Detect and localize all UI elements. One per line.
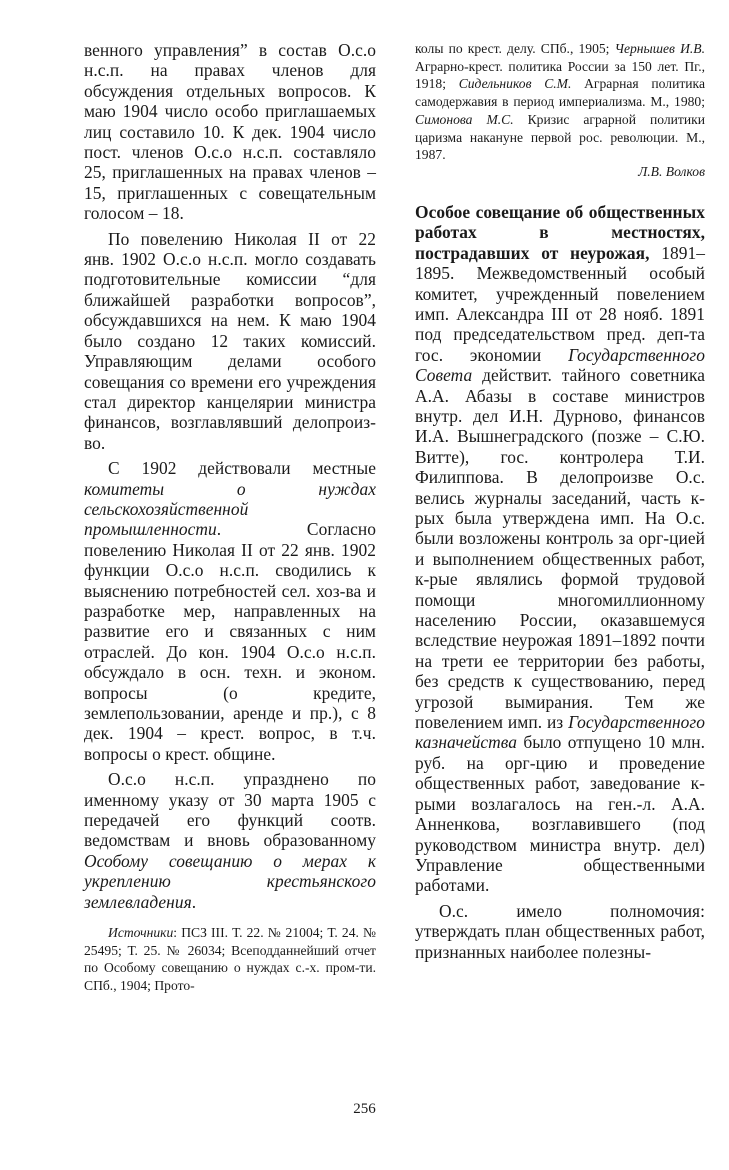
paragraph-text: С 1902 действовали местные [108,458,376,479]
paragraph [415,901,705,962]
paragraph-text: венного управления” в состав О.с.о н.с.п. на правах членов для обсуждения отдельных вопросов. К маю 1904 число особо приглашаемых лиц составило 10. К дек. 1904 число пост. членов О.с.о н.с.п. составляло 25, приглашенных на правах членов – 15, приглашенных с совещательным голосом – 18. [84,40,376,224]
article-author: Л.В. Волков [638,163,705,179]
sources-note [84,924,376,995]
left-column [84,40,376,995]
paragraph-text: . Согласно повелению Николая II от 22 янв. 1902 функции О.с.о н.с.п. сводились к выяснению потребностей сел. хоз-ва и разработке мер, направленных на развитие его и связанных с ним отраслей. До кон. 1904 О.с.о н.с.п. обсуждало в осн. техн. и эконом. вопросы (о кредите, землепользовании, аренде и пр.), с 8 дек. 1904 – крест. вопрос, в т.ч. вопросы о крест. общине. [84,519,376,764]
entry-title: Особое совещание об общественных работах в местностях, пострадавших от неурожая, [415,201,705,263]
reference-text: колы по крест. делу. СПб., 1905; [415,41,615,56]
paragraph-text: О.с. имело полномочия: утверждать план общественных работ, признанных наиболее полезны- [415,900,705,962]
paragraph-text: было отпущено 10 млн. руб. на орг-цию и проведение общественных работ, заведование к-рыми возлагалось на ген.-л. А.А. Анненкова, возглавившего (под руководством министра внутр. дел) Управление общественными работами. [415,732,705,896]
cross-reference: Государственного Совета [415,344,705,386]
right-column [415,40,705,962]
reference-author: Симонова М.С. [415,111,514,127]
sources-label: Источники [108,925,174,941]
entry-paragraph [415,202,705,896]
cross-reference: Особому совещанию о мерах к укреплению крестьянского землевладения [84,850,376,912]
references-note [415,40,705,164]
paragraph [84,40,376,224]
reference-text: Кризис аграрной политики царизма накануне первой рос. революции. М., 1987. [415,111,705,163]
reference-text: Аграрная политика самодержавия в период империализма. М., 1980; [415,76,705,110]
cross-reference: Государственного казначейства [415,712,705,753]
paragraph [84,229,376,453]
reference-author: Чернышев И.В. [614,41,705,56]
paragraph-text: О.с.о н.с.п. упразднено по именному указу от 30 марта 1905 с передачей его функций соотв. ведомствам и вновь образованному [84,769,376,851]
paragraph-text: действит. тайного советника А.А. Абазы в составе министров внутр. дел И.Н. Дурново, финансов И.А. Вышнеградского (позже – С.Ю. Витте), гос. контролера Т.И. Филиппова. В делопроизве О.с. велись журналы заседаний, часть к-рых была утверждена имп. На О.с. были возложены контроль за орг-цией и выполнением общественных работ, к-рые являлись формой трудовой помощи многомиллионному населению России, оказавшемуся вследствие неурожая 1891–1892 почти на трети ее территории без работы, без средств к существованию, перед угрозой вымирания. Тем же повелением имп. из [415,365,705,733]
paragraph-text: . [191,891,197,912]
page-number: 256 [353,1101,376,1117]
paragraph-text: По повелению Николая II от 22 янв. 1902 О.с.о н.с.п. могло создавать подготовительные комиссии “для ближайшей разработки вопросов”, обсуждавшихся на нем. К маю 1904 было создано 12 таких комиссий. Управляющим делами особого совещания со времени его учреждения стал директор канцелярии министра финансов, возглавлявший делопроиз-во. [84,228,376,453]
reference-text: Аграрно-крест. политика России за 150 лет. Пг., 1918; [415,58,705,92]
paragraph [84,769,376,912]
cross-reference: комитеты о нуждах сельскохозяйственной промышленности [84,478,376,540]
paragraph [84,458,376,764]
paragraph-text: 1891–1895. Межведомственный особый комитет, учрежденный повелением имп. Александра III от 28 нояб. 1891 под председательством пред. деп-та гос. экономии [415,242,705,365]
reference-author: Сидельников С.М. [458,76,572,92]
sources-text: : ПСЗ III. Т. 22. № 21004; Т. 24. № 25495; Т. 25. № 26034; Всеподданнейший отчет по Особому совещанию о нуждах с.-х. пром-ти. СПб., 1904; Прото- [84,925,376,994]
